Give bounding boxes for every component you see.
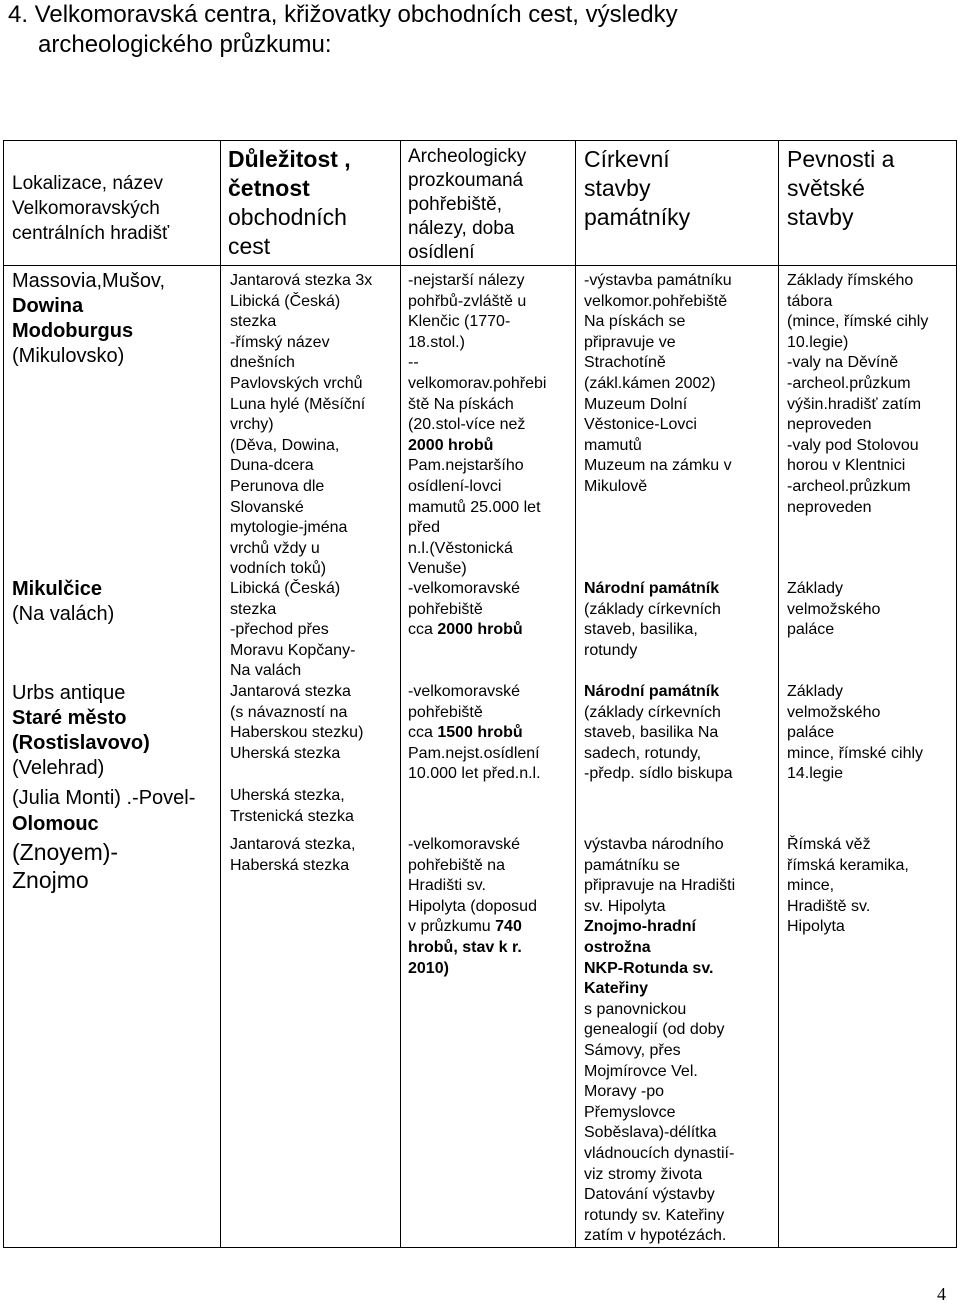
cell-line: paláce	[787, 724, 835, 742]
cell-line: 2010)	[408, 959, 449, 977]
cell-line	[408, 917, 537, 938]
cell-line: římská keramika,	[787, 856, 909, 874]
cell-line: genealogií (od doby	[584, 1021, 725, 1039]
finds-znojmo	[408, 835, 537, 979]
header-line: obchodních	[228, 204, 347, 230]
cell-line: Libická (Česká)	[230, 292, 341, 310]
cell-line: (Mikulovsko)	[12, 345, 125, 367]
cell-line: Haberská stezka	[230, 856, 350, 874]
cell-line: Slovanské	[230, 498, 304, 516]
cell-line: -výstavba památníku	[584, 272, 732, 289]
cell-line: Olomouc	[12, 813, 99, 835]
cell-line: -velkomoravské	[408, 683, 521, 700]
header-line: stavby	[584, 175, 651, 201]
title-line-2: archeologického průzkumu:	[38, 31, 332, 58]
cell-line: (Děva, Dowina,	[230, 436, 340, 454]
cell-line: výšin.hradišť zatím	[787, 395, 922, 413]
cell-line: stezka	[230, 313, 277, 331]
fortresses-stare-mesto	[787, 682, 923, 785]
header-line: pohřebiště,	[408, 194, 503, 215]
cell-line: Trstenická stezka	[230, 807, 354, 825]
header-line: Lokalizace, název	[12, 173, 164, 194]
cell-line: velkomor.pohřebiště	[584, 292, 728, 310]
location-mikulovsko	[12, 269, 165, 369]
cell-line: Římská věž	[787, 836, 871, 853]
cell-line: Uherská stezka,	[230, 787, 345, 804]
cell-line: -nejstarší nálezy	[408, 272, 525, 289]
churches-stare-mesto	[584, 682, 733, 785]
finds-mikulovsko	[408, 271, 546, 580]
cell-line: -valy pod Stolovou	[787, 436, 919, 454]
cell-line: pohřebiště	[408, 600, 483, 618]
cell-line: Strachotíně	[584, 354, 666, 372]
cell-line: rotundy	[584, 641, 638, 659]
cell-line: vodních toků)	[230, 560, 327, 578]
column-divider	[778, 141, 779, 1247]
cell-line: dnešních	[230, 354, 295, 372]
cell-line: Základy římského	[787, 272, 914, 289]
cell-line: mince,	[787, 877, 835, 895]
cell-line: Uherská stezka	[230, 744, 341, 762]
header-divider	[4, 265, 956, 266]
location-stare-mesto	[12, 681, 150, 781]
page-number: 4	[937, 1284, 946, 1304]
header-line: prozkoumaná	[408, 170, 524, 191]
cell-line: Luna hylé (Měsíční	[230, 395, 366, 413]
header-col-archaeology	[408, 145, 526, 265]
cell-line: Věstonice-Lovci	[584, 416, 697, 434]
column-divider	[400, 141, 401, 1247]
header-col-churches	[584, 145, 690, 232]
cell-line: pohřebiště	[408, 703, 483, 721]
cell-line: sadech, rotundy,	[584, 744, 702, 762]
column-divider	[220, 141, 221, 1247]
routes-stare-mesto	[230, 682, 363, 764]
cell-line: (s návazností na	[230, 703, 348, 721]
cell-text: cca	[408, 724, 438, 742]
cell-line: neproveden	[787, 498, 872, 516]
cell-text: cca	[408, 621, 438, 639]
churches-znojmo	[584, 835, 735, 1247]
cell-line: -velkomoravské	[408, 836, 521, 853]
cell-line: -předp. sídlo biskupa	[584, 765, 733, 783]
cell-line: Hradiště sv.	[787, 897, 871, 915]
cell-line: mytologie-jména	[230, 519, 348, 537]
cell-line: staveb, basilika Na	[584, 724, 719, 742]
routes-mikulovsko	[230, 271, 372, 580]
cell-line: před	[408, 519, 441, 537]
cell-line: Venuše)	[408, 560, 467, 578]
cell-line: velmožského	[787, 600, 881, 618]
cell-line: (Julia Monti) .-Povel-	[12, 787, 196, 809]
cell-line: 2000 hrobů	[408, 436, 494, 454]
cell-line: 14.legie	[787, 765, 844, 783]
cell-line: mince, římské cihly	[787, 744, 924, 762]
churches-mikulovsko	[584, 271, 732, 498]
cell-line: ostrožna	[584, 938, 651, 956]
header-line: stavby	[787, 204, 854, 230]
cell-line: Hipolyta	[787, 918, 845, 936]
cell-line: s panovnickou	[584, 1000, 687, 1018]
cell-line	[408, 620, 523, 641]
cell-line: připravuje ve	[584, 333, 676, 351]
cell-text: 2000 hrobů	[437, 621, 523, 639]
cell-line: Pavlovských vrchů	[230, 374, 363, 392]
cell-line: Mikulčice	[12, 578, 103, 600]
cell-line: Perunova dle	[230, 477, 325, 495]
fortresses-mikulcice	[787, 579, 880, 641]
cell-line: pohřbů-zvláště u	[408, 292, 527, 310]
header-line: Církevní	[584, 146, 670, 172]
cell-line: paláce	[787, 621, 835, 639]
cell-line: NKP-Rotunda sv.	[584, 959, 714, 977]
cell-line: 10.000 let před.n.l.	[408, 765, 541, 783]
cell-line: Dowina	[12, 295, 84, 317]
location-znojmo	[12, 810, 118, 894]
cell-line: (mince, římské cihly	[787, 313, 929, 331]
header-line: památníky	[584, 204, 691, 230]
fortresses-mikulovsko	[787, 271, 928, 518]
cell-line: rotundy sv. Kateřiny	[584, 1206, 725, 1224]
cell-line: Staré město	[12, 707, 127, 729]
cell-line: viz stromy života	[584, 1165, 703, 1183]
title-line-1: 4. Velkomoravská centra, křižovatky obchodních cest, výsledky	[8, 1, 678, 28]
cell-line: -velkomoravské	[408, 580, 521, 597]
header-line: Velkomoravských	[12, 198, 160, 219]
cell-line: Modoburgus	[12, 320, 134, 342]
cell-line: Pam.nejst.osídlení	[408, 744, 540, 762]
cell-line: Mikulově	[584, 477, 648, 495]
cell-line: Moravu Kopčany-	[230, 641, 356, 659]
cell-line: 18.stol.)	[408, 333, 465, 351]
cell-line: (Velehrad)	[12, 757, 105, 779]
routes-znojmo	[230, 835, 355, 876]
cell-line: stezka	[230, 600, 277, 618]
cell-line: velmožského	[787, 703, 881, 721]
cell-line: (základy církevních	[584, 703, 721, 721]
cell-line: (Na valách)	[12, 603, 115, 625]
cell-line: Na pískách se	[584, 313, 686, 331]
cell-line: Mojmírovce Vel.	[584, 1062, 698, 1080]
cell-line: Základy	[787, 683, 844, 700]
cell-line: vládnoucích dynastií-	[584, 1144, 735, 1162]
cell-line: připravuje na Hradišti	[584, 877, 736, 895]
cell-line: Soběslava)-délítka	[584, 1124, 717, 1142]
cell-line: Sámovy, přes	[584, 1041, 681, 1059]
cell-line: vrchů vždy u	[230, 539, 320, 557]
page-title	[8, 0, 948, 60]
cell-line: Jantarová stezka	[230, 683, 351, 700]
cell-line: památníku se	[584, 856, 681, 874]
header-line: nálezy, doba	[408, 218, 515, 239]
cell-line: vrchy)	[230, 416, 274, 434]
header-col-location	[12, 171, 212, 246]
cell-line: Libická (Česká)	[230, 580, 341, 597]
cell-line: mamutů 25.000 let	[408, 498, 541, 516]
cell-line: -valy na Děvíně	[787, 354, 899, 372]
cell-line: Na valách	[230, 662, 302, 680]
cell-line: Muzeum na zámku v	[584, 457, 732, 475]
fortresses-znojmo	[787, 835, 909, 938]
cell-line: Kateřiny	[584, 980, 649, 998]
cell-line: Jantarová stezka,	[230, 836, 356, 853]
header-line: osídlení	[408, 242, 475, 263]
cell-line: Pam.nejstaršího	[408, 457, 524, 475]
cell-text: v průzkumu	[408, 918, 496, 936]
cell-line: tábora	[787, 292, 833, 310]
cell-line: Massovia,Mušov,	[12, 270, 166, 292]
cell-line: -archeol.průzkum	[787, 374, 911, 392]
cell-line: n.l.(Věstonická	[408, 539, 513, 557]
cell-line: Národní památník	[584, 580, 720, 597]
centers-table	[3, 140, 957, 1248]
location-mikulcice	[12, 577, 114, 627]
cell-line: (Rostislavovo)	[12, 732, 150, 754]
cell-line: velkomorav.pohřebi	[408, 374, 547, 392]
cell-line: staveb, basilika,	[584, 621, 698, 639]
cell-line: osídlení-lovci	[408, 477, 502, 495]
cell-line: Klenčic (1770-	[408, 313, 511, 331]
column-divider	[575, 141, 576, 1247]
cell-line: hrobů, stav k r.	[408, 938, 522, 956]
header-col-fortresses	[787, 145, 894, 232]
cell-line: -římský název	[230, 333, 330, 351]
cell-line: výstavba národního	[584, 836, 724, 853]
cell-line: Přemyslovce	[584, 1103, 676, 1121]
location-olomouc	[12, 786, 195, 811]
cell-line: mamutů	[584, 436, 642, 454]
routes-olomouc	[230, 786, 354, 827]
cell-line: sv. Hipolyta	[584, 897, 666, 915]
cell-line: Znojmo	[12, 867, 89, 893]
cell-line: horou v Klentnici	[787, 457, 906, 475]
churches-mikulcice	[584, 579, 721, 661]
cell-line: Duna-dcera	[230, 457, 314, 475]
header-line: centrálních hradišť	[12, 223, 170, 244]
cell-line	[408, 723, 541, 744]
cell-line: Znojmo-hradní	[584, 918, 696, 936]
cell-line: Datování výstavby	[584, 1186, 715, 1204]
routes-mikulcice	[230, 579, 355, 682]
cell-line: Hradišti sv.	[408, 877, 486, 895]
cell-line: Základy	[787, 580, 844, 597]
cell-line: Jantarová stezka 3x	[230, 272, 373, 289]
cell-line: (základy církevních	[584, 600, 721, 618]
cell-line: ště Na pískách	[408, 395, 514, 413]
cell-line: neproveden	[787, 416, 872, 434]
header-line: četnost	[228, 175, 310, 201]
cell-line: 10.legie)	[787, 333, 849, 351]
finds-stare-mesto	[408, 682, 541, 785]
cell-line: --	[408, 354, 419, 372]
header-line: Důležitost ,	[228, 146, 351, 172]
cell-line: -archeol.průzkum	[787, 477, 911, 495]
cell-line: zatím v hypotézách.	[584, 1227, 727, 1245]
cell-line: Haberskou stezku)	[230, 724, 364, 742]
header-line: světské	[787, 175, 865, 201]
header-line: cest	[228, 233, 271, 259]
cell-line: Muzeum Dolní	[584, 395, 688, 413]
cell-line: Hipolyta (doposud	[408, 897, 537, 915]
cell-text: 1500 hrobů	[437, 724, 523, 742]
cell-line: pohřebiště na	[408, 856, 505, 874]
cell-line: (zákl.kámen 2002)	[584, 374, 716, 392]
cell-text: 740	[495, 918, 522, 936]
cell-line: Urbs antique	[12, 682, 126, 704]
header-line: Pevnosti a	[787, 146, 895, 172]
finds-mikulcice	[408, 579, 523, 641]
cell-line: Národní památník	[584, 683, 720, 700]
cell-line: (20.stol-více než	[408, 416, 526, 434]
cell-line: (Znoyem)-	[12, 839, 119, 865]
header-col-importance	[228, 145, 351, 261]
cell-line: Moravy -po	[584, 1083, 665, 1101]
header-line: Archeologicky	[408, 146, 527, 167]
cell-line: -přechod přes	[230, 621, 329, 639]
